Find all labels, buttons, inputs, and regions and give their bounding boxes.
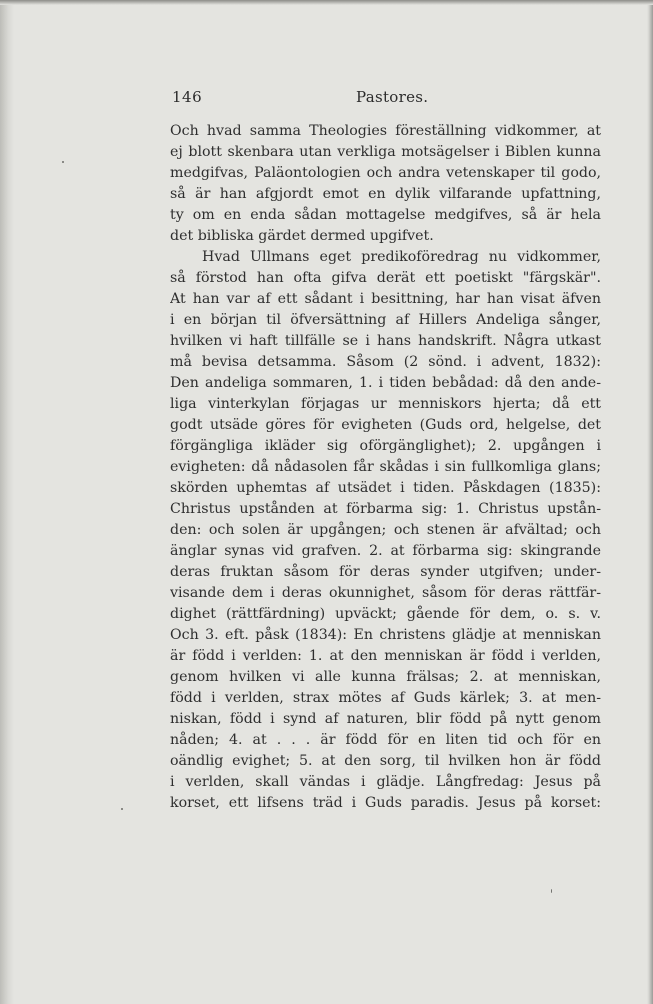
body-text (170, 121, 601, 814)
text-line: i en början til öfversättning af Hillers Andeliga sånger, (170, 312, 601, 328)
text-line: är född i verlden: 1. at den menniskan är född i verlden, (170, 648, 601, 664)
text-line: ej blott skenbara utan verkliga motsägelser i Biblen kunna (170, 144, 601, 160)
text-line: medgifvas, Paläontologien och andra vetenskaper til godo, (170, 165, 601, 181)
text-line: i verlden, skall vändas i glädje. Långfredag: Jesus på (170, 774, 601, 790)
running-title: Pastores. (356, 88, 429, 106)
text-line: det bibliska gärdet dermed upgifvet. (170, 228, 434, 244)
text-line: genom hvilken vi alle kunna frälsas; 2. at menniskan, (170, 669, 601, 685)
text-line: så är han afgjordt emot en dylik vilfarande upfattning, (170, 186, 601, 202)
text-line: Och 3. eft. påsk (1834): En christens glädje at menniskan (170, 627, 601, 643)
text-line: visande dem i deras okunnighet, såsom för deras rättfär- (170, 585, 601, 601)
text-line: Christus upstånden at förbarma sig: 1. Christus upstån- (170, 501, 601, 517)
text-line: hvilken vi haft tillfälle se i hans handskrift. Några utkast (170, 333, 601, 349)
text-line: dighet (rättfärdning) upväckt; gående för dem, o. s. v. (170, 606, 601, 622)
paper-speck (551, 889, 552, 893)
text-line: deras fruktan såsom för deras synder utgifven; under- (170, 564, 601, 580)
page-number: 146 (172, 88, 203, 106)
text-line: niskan, född i synd af naturen, blir född på nytt genom (170, 711, 601, 727)
text-line: må bevisa detsamma. Såsom (2 sönd. i advent, 1832): (170, 354, 601, 370)
text-line: så förstod han ofta gifva derät ett poetiskt "färgskär". (170, 270, 601, 286)
paper-speck (121, 808, 123, 810)
text-line: godt utsäde göres för evigheten (Guds ord, helgelse, det (170, 417, 601, 433)
text-line: Den andeliga sommaren, 1. i tiden bebådad: då den ande- (170, 375, 601, 391)
text-line: Och hvad samma Theologies föreställning vidkommer, at (170, 123, 601, 139)
text-line: skörden uphemtas af utsädet i tiden. Påskdagen (1835): (170, 480, 601, 496)
text-line: korset, ett lifsens träd i Guds paradis. Jesus på korset: (170, 795, 601, 811)
paper-speck (62, 161, 64, 163)
text-line: änglar synas vid grafven. 2. at förbarma sig: skingrande (170, 543, 601, 559)
text-line: At han var af ett sådant i besittning, har han visat äfven (170, 291, 601, 307)
text-line: nåden; 4. at . . . är född för en liten tid och för en (170, 732, 601, 748)
text-line: förgängliga ikläder sig oförgänglighet); 2. upgången i (170, 438, 601, 454)
text-line: den: och solen är upgången; och stenen är afvältad; och (170, 522, 601, 538)
text-line: evigheten: då nådasolen får skådas i sin fullkomliga glans; (170, 459, 601, 475)
text-line: oändlig evighet; 5. at den sorg, til hvilken hon är född (170, 753, 601, 769)
text-line: ty om en enda sådan mottagelse medgifves, så är hela (170, 207, 601, 223)
text-line: liga vinterkylan förjagas ur menniskors hjerta; då ett (170, 396, 601, 412)
text-line: född i verlden, strax mötes af Guds kärlek; 3. at men- (170, 690, 601, 706)
text-line: Hvad Ullmans eget predikoföredrag nu vidkommer, (202, 249, 601, 265)
